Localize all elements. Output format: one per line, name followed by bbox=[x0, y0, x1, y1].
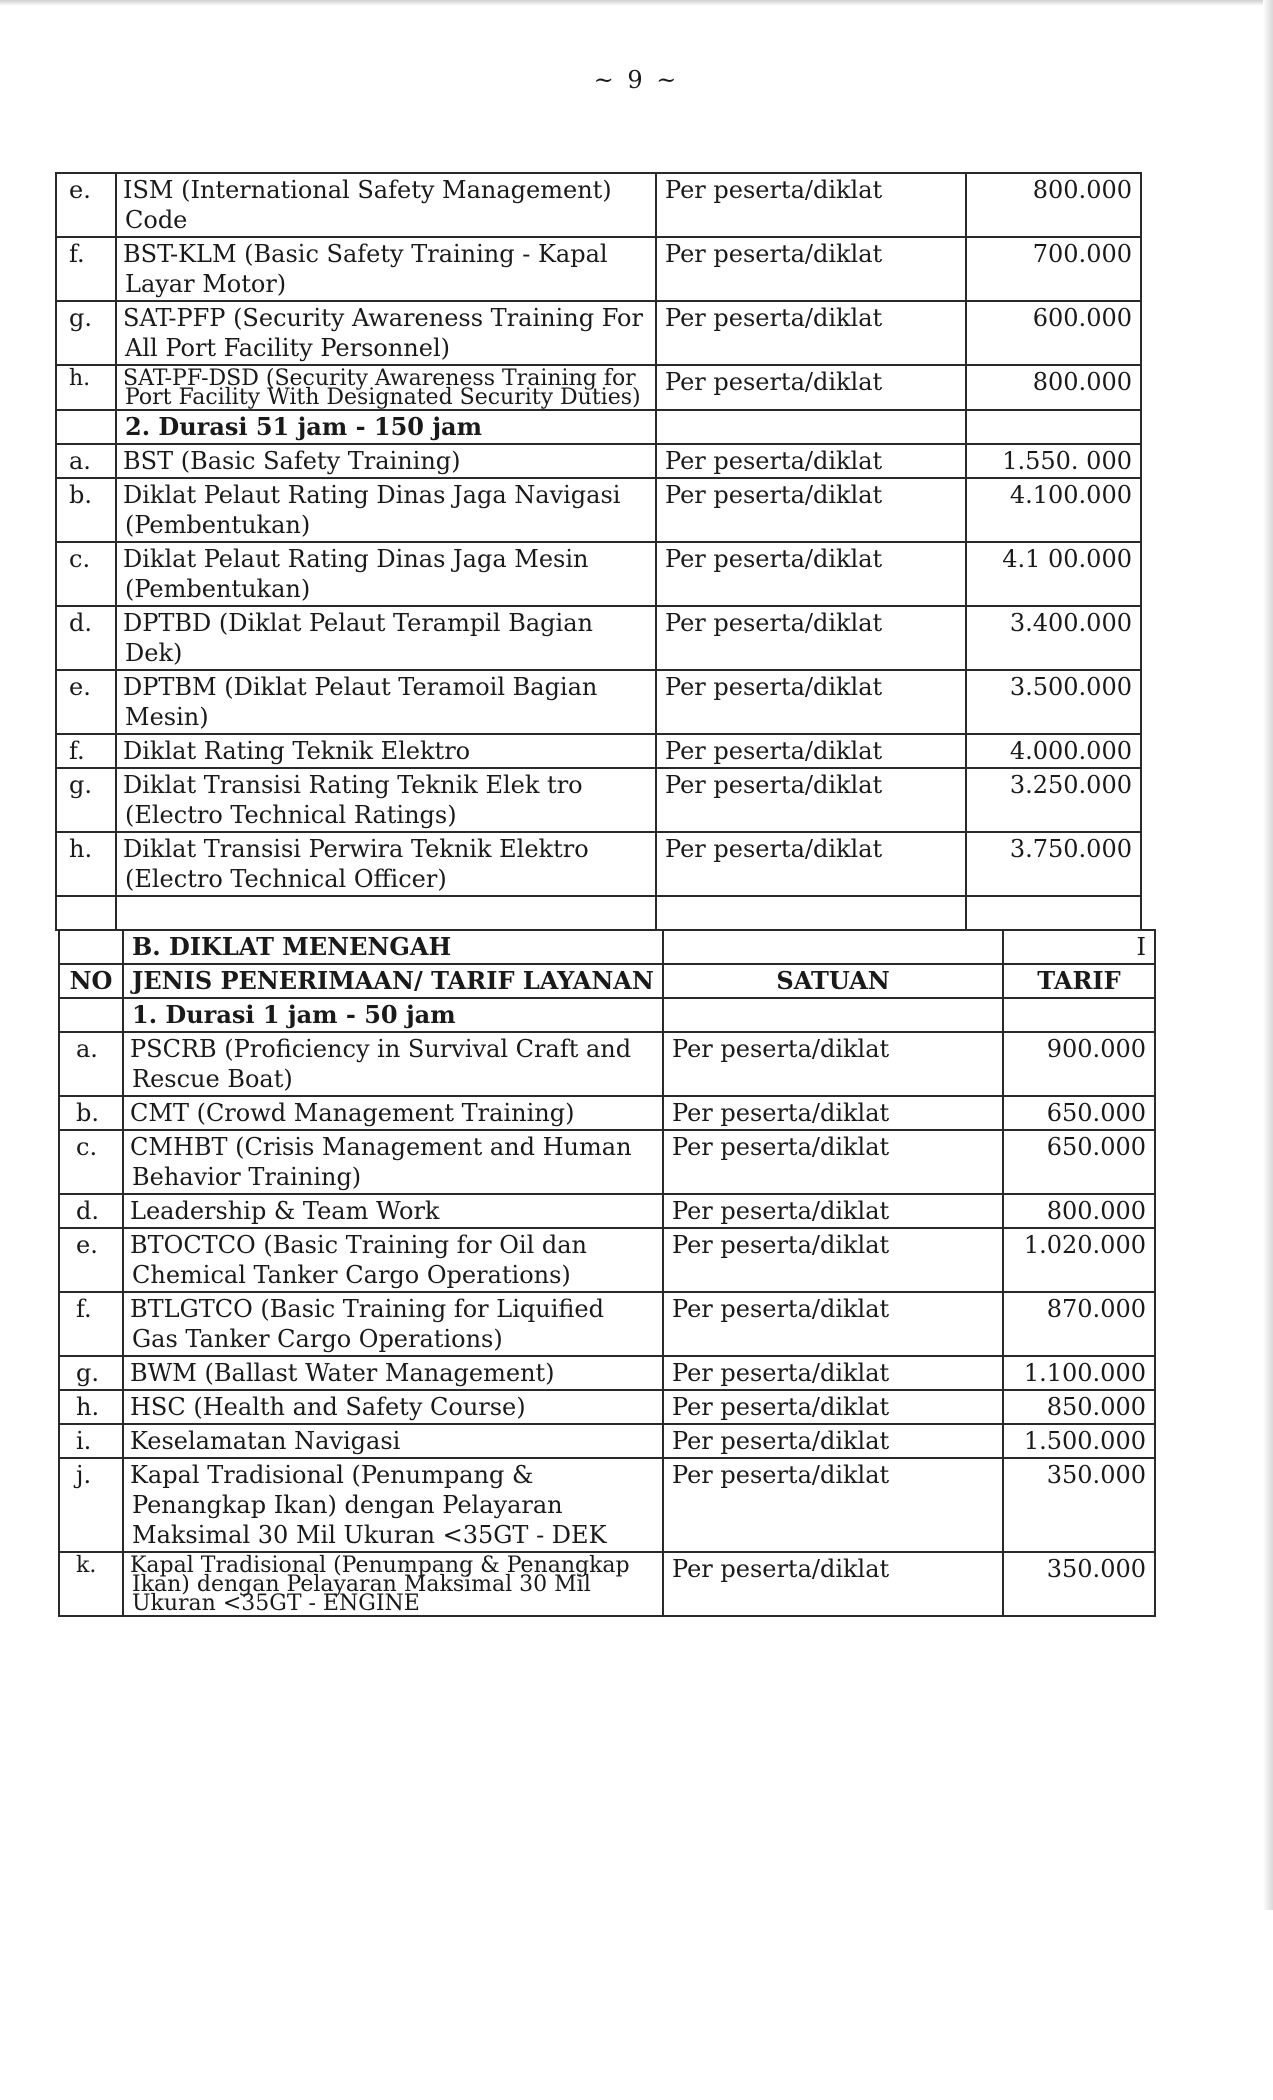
item-name-cell bbox=[76, 1194, 663, 1228]
item-tarif: 1.500.000 bbox=[1003, 1424, 1155, 1458]
item-name-cell bbox=[69, 768, 656, 832]
item-name: BTOCTCO (Basic Training for Oil dan Chemical Tanker Cargo Operations) bbox=[130, 1231, 587, 1289]
header-satuan: SATUAN bbox=[663, 964, 1003, 998]
item-unit: Per peserta/diklat bbox=[663, 1552, 1003, 1616]
item-tarif: 900.000 bbox=[1003, 1032, 1155, 1096]
tariff-table-continued bbox=[55, 172, 1142, 931]
item-tarif: 650.000 bbox=[1003, 1130, 1155, 1194]
item-unit: Per peserta/diklat bbox=[656, 478, 966, 542]
scan-edge-top bbox=[0, 0, 1273, 6]
item-unit: Per peserta/diklat bbox=[663, 1424, 1003, 1458]
item-name-cell bbox=[69, 670, 656, 734]
item-letter: d. bbox=[76, 1197, 99, 1225]
table-row bbox=[59, 1096, 1155, 1130]
table-row bbox=[59, 1390, 1155, 1424]
item-name-cell bbox=[76, 1458, 663, 1552]
item-tarif: 870.000 bbox=[1003, 1292, 1155, 1356]
table-row bbox=[56, 670, 1141, 734]
item-tarif: 350.000 bbox=[1003, 1552, 1155, 1616]
item-letter: e. bbox=[76, 1231, 98, 1259]
item-unit: Per peserta/diklat bbox=[663, 1096, 1003, 1130]
item-name-cell bbox=[76, 1356, 663, 1390]
table-row bbox=[56, 444, 1141, 478]
item-name: HSC (Health and Safety Course) bbox=[130, 1393, 526, 1421]
item-letter: b. bbox=[76, 1099, 99, 1127]
item-tarif: 3.250.000 bbox=[966, 768, 1141, 832]
no-cell bbox=[59, 998, 123, 1032]
item-tarif: 650.000 bbox=[1003, 1096, 1155, 1130]
item-tarif: 1.550. 000 bbox=[966, 444, 1141, 478]
item-unit: Per peserta/diklat bbox=[663, 1390, 1003, 1424]
item-name-cell bbox=[69, 365, 656, 410]
item-name-cell bbox=[76, 1292, 663, 1356]
item-name-cell bbox=[69, 444, 656, 478]
item-letter: a. bbox=[69, 447, 91, 475]
section-row bbox=[59, 930, 1155, 964]
table-row bbox=[59, 1292, 1155, 1356]
table-row bbox=[56, 734, 1141, 768]
item-name: PSCRB (Proficiency in Survival Craft and Rescue Boat) bbox=[130, 1035, 632, 1093]
item-letter: a. bbox=[76, 1035, 98, 1063]
item-letter: g. bbox=[76, 1359, 99, 1387]
item-letter: c. bbox=[76, 1133, 98, 1161]
item-name-cell bbox=[76, 1032, 663, 1096]
header-tarif: TARIF bbox=[1003, 964, 1155, 998]
item-tarif: 1.020.000 bbox=[1003, 1228, 1155, 1292]
satuan-cell bbox=[663, 998, 1003, 1032]
item-tarif: 800.000 bbox=[1003, 1194, 1155, 1228]
item-unit: Per peserta/diklat bbox=[663, 1356, 1003, 1390]
item-letter: b. bbox=[69, 481, 92, 509]
item-letter: k. bbox=[76, 1553, 97, 1578]
table-row bbox=[56, 237, 1141, 301]
item-name-cell bbox=[69, 173, 656, 237]
tariff-table-diklat-menengah-items bbox=[59, 998, 1155, 1616]
empty-row bbox=[56, 896, 1141, 930]
item-name: DPTBM (Diklat Pelaut Teramoil Bagian Mesin) bbox=[123, 673, 598, 731]
item-unit: Per peserta/diklat bbox=[663, 1292, 1003, 1356]
item-unit: Per peserta/diklat bbox=[663, 1194, 1003, 1228]
satuan-cell bbox=[656, 410, 966, 444]
item-name: Diklat Transisi Rating Teknik Elek tro (Electro Technical Ratings) bbox=[123, 771, 583, 829]
empty-cell bbox=[966, 896, 1141, 930]
table-row bbox=[56, 542, 1141, 606]
table-row bbox=[59, 1424, 1155, 1458]
item-letter: d. bbox=[69, 609, 92, 637]
item-tarif: 350.000 bbox=[1003, 1458, 1155, 1552]
table-row bbox=[59, 1194, 1155, 1228]
item-name: ISM (International Safety Management) Code bbox=[123, 176, 612, 234]
item-letter: f. bbox=[76, 1295, 92, 1323]
item-unit: Per peserta/diklat bbox=[663, 1130, 1003, 1194]
item-tarif: 850.000 bbox=[1003, 1390, 1155, 1424]
satuan-cell bbox=[663, 930, 1003, 964]
item-unit: Per peserta/diklat bbox=[656, 365, 966, 410]
item-name-cell bbox=[69, 542, 656, 606]
item-unit: Per peserta/diklat bbox=[656, 734, 966, 768]
item-name: Keselamatan Navigasi bbox=[130, 1427, 401, 1455]
table-row bbox=[56, 768, 1141, 832]
empty-cell bbox=[56, 896, 116, 930]
item-unit: Per peserta/diklat bbox=[656, 237, 966, 301]
item-name: DPTBD (Diklat Pelaut Terampil Bagian Dek) bbox=[123, 609, 593, 667]
item-unit: Per peserta/diklat bbox=[663, 1458, 1003, 1552]
item-name: CMT (Crowd Management Training) bbox=[130, 1099, 575, 1127]
item-name: SAT-PFP (Security Awareness Training For All Port Facility Personnel) bbox=[123, 304, 643, 362]
item-tarif: 1.100.000 bbox=[1003, 1356, 1155, 1390]
table-row bbox=[56, 832, 1141, 896]
item-tarif: 3.400.000 bbox=[966, 606, 1141, 670]
item-name: Diklat Pelaut Rating Dinas Jaga Mesin (Pembentukan) bbox=[123, 545, 589, 603]
item-tarif: 700.000 bbox=[966, 237, 1141, 301]
item-name-cell bbox=[69, 734, 656, 768]
item-unit: Per peserta/diklat bbox=[656, 606, 966, 670]
no-cell bbox=[56, 410, 116, 444]
table-row bbox=[56, 478, 1141, 542]
table-row bbox=[56, 606, 1141, 670]
item-name-cell bbox=[69, 237, 656, 301]
item-name-cell bbox=[76, 1130, 663, 1194]
table-row bbox=[56, 301, 1141, 365]
tariff-table-continued-body bbox=[56, 173, 1141, 930]
section-title: B. DIKLAT MENENGAH bbox=[123, 930, 663, 964]
duration-subheading: 1. Durasi 1 jam - 50 jam bbox=[123, 998, 663, 1032]
item-name: Kapal Tradisional (Penumpang & Penangkap Ikan) dengan Pelayaran Maksimal 30 Mil Ukuran <35GT - ENGINE bbox=[130, 1553, 630, 1616]
table-row bbox=[56, 365, 1141, 410]
subheading-row bbox=[56, 410, 1141, 444]
section-mark: I bbox=[1003, 930, 1155, 964]
item-name-cell bbox=[69, 301, 656, 365]
item-name-cell bbox=[76, 1552, 663, 1616]
item-letter: h. bbox=[69, 366, 91, 391]
item-tarif: 4.1 00.000 bbox=[966, 542, 1141, 606]
item-letter: e. bbox=[69, 176, 91, 204]
item-unit: Per peserta/diklat bbox=[656, 670, 966, 734]
item-name: BWM (Ballast Water Management) bbox=[130, 1359, 555, 1387]
table-row bbox=[59, 1458, 1155, 1552]
item-tarif: 4.000.000 bbox=[966, 734, 1141, 768]
item-unit: Per peserta/diklat bbox=[656, 542, 966, 606]
item-name-cell bbox=[69, 832, 656, 896]
tarif-cell bbox=[1003, 998, 1155, 1032]
item-tarif: 4.100.000 bbox=[966, 478, 1141, 542]
tariff-table-diklat-menengah bbox=[58, 929, 1156, 1617]
item-name-cell bbox=[76, 1228, 663, 1292]
table-row bbox=[59, 1552, 1155, 1616]
item-unit: Per peserta/diklat bbox=[656, 173, 966, 237]
item-unit: Per peserta/diklat bbox=[656, 832, 966, 896]
item-name: CMHBT (Crisis Management and Human Behavior Training) bbox=[130, 1133, 632, 1191]
table-row bbox=[56, 173, 1141, 237]
tarif-cell bbox=[966, 410, 1141, 444]
table-row bbox=[59, 1130, 1155, 1194]
item-name-cell bbox=[76, 1424, 663, 1458]
item-letter: g. bbox=[69, 771, 92, 799]
item-letter: j. bbox=[76, 1461, 92, 1489]
item-letter: e. bbox=[69, 673, 91, 701]
empty-cell bbox=[656, 896, 966, 930]
item-tarif: 3.500.000 bbox=[966, 670, 1141, 734]
item-tarif: 3.750.000 bbox=[966, 832, 1141, 896]
header-jenis: JENIS PENERIMAAN/ TARIF LAYANAN bbox=[123, 964, 663, 998]
header-no: NO bbox=[59, 964, 123, 998]
tariff-table-diklat-menengah-body bbox=[59, 930, 1155, 998]
item-tarif: 600.000 bbox=[966, 301, 1141, 365]
item-letter: f. bbox=[69, 737, 85, 765]
scan-edge-right bbox=[1263, 0, 1273, 1910]
item-tarif: 800.000 bbox=[966, 365, 1141, 410]
item-name: SAT-PF-DSD (Security Awareness Training for Port Facility With Designated Security Duties) bbox=[123, 366, 641, 410]
item-letter: h. bbox=[69, 835, 93, 863]
item-name: Kapal Tradisional (Penumpang & Penangkap Ikan) dengan Pelayaran Maksimal 30 Mil Ukuran <35GT - DEK bbox=[130, 1461, 607, 1549]
item-unit: Per peserta/diklat bbox=[663, 1228, 1003, 1292]
item-letter: f. bbox=[69, 240, 85, 268]
item-letter: c. bbox=[69, 545, 91, 573]
subheading-row bbox=[59, 998, 1155, 1032]
item-name-cell bbox=[69, 606, 656, 670]
duration-subheading: 2. Durasi 51 jam - 150 jam bbox=[116, 410, 656, 444]
no-cell bbox=[59, 930, 123, 964]
item-letter: g. bbox=[69, 304, 92, 332]
empty-cell bbox=[116, 896, 656, 930]
item-name: BST-KLM (Basic Safety Training - Kapal Layar Motor) bbox=[123, 240, 608, 298]
item-name-cell bbox=[76, 1096, 663, 1130]
item-unit: Per peserta/diklat bbox=[663, 1032, 1003, 1096]
table-row bbox=[59, 1356, 1155, 1390]
item-letter: i. bbox=[76, 1427, 92, 1455]
item-name: BTLGTCO (Basic Training for Liquified Gas Tanker Cargo Operations) bbox=[130, 1295, 604, 1353]
table-row bbox=[59, 1032, 1155, 1096]
item-name: Leadership & Team Work bbox=[130, 1197, 440, 1225]
page-number: ~ 9 ~ bbox=[593, 66, 680, 94]
item-letter: h. bbox=[76, 1393, 100, 1421]
item-name: Diklat Pelaut Rating Dinas Jaga Navigasi (Pembentukan) bbox=[123, 481, 621, 539]
item-tarif: 800.000 bbox=[966, 173, 1141, 237]
table-row bbox=[59, 1228, 1155, 1292]
header-row bbox=[59, 964, 1155, 998]
item-unit: Per peserta/diklat bbox=[656, 768, 966, 832]
item-unit: Per peserta/diklat bbox=[656, 444, 966, 478]
item-name: Diklat Transisi Perwira Teknik Elektro (Electro Technical Officer) bbox=[123, 835, 589, 893]
item-name-cell bbox=[69, 478, 656, 542]
item-name: BST (Basic Safety Training) bbox=[123, 447, 461, 475]
item-unit: Per peserta/diklat bbox=[656, 301, 966, 365]
item-name-cell bbox=[76, 1390, 663, 1424]
item-name: Diklat Rating Teknik Elektro bbox=[123, 737, 471, 765]
